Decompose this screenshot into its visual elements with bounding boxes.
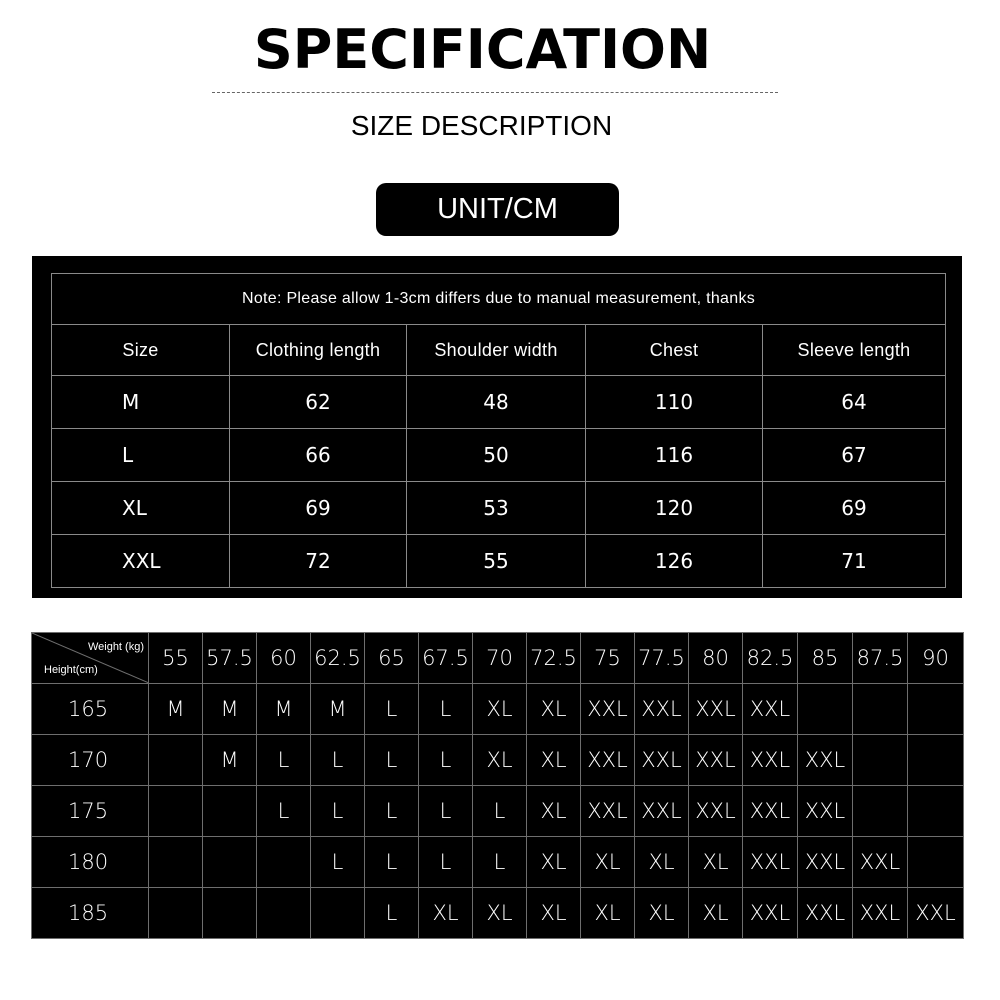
size-recommendation-cell: XL xyxy=(527,735,581,786)
table-cell: 62 xyxy=(230,376,407,429)
weight-header: 90 xyxy=(908,633,964,684)
size-recommendation-cell: XXL xyxy=(798,786,853,837)
size-recommendation-cell xyxy=(257,888,311,939)
weight-header: 57.5 xyxy=(203,633,257,684)
weight-header: 87.5 xyxy=(853,633,908,684)
column-header: Size xyxy=(52,325,230,376)
table-cell: 69 xyxy=(230,482,407,535)
size-recommendation-cell: XXL xyxy=(635,786,689,837)
column-header: Shoulder width xyxy=(407,325,586,376)
table-cell: 71 xyxy=(763,535,946,588)
table-cell: 126 xyxy=(586,535,763,588)
table-cell: 50 xyxy=(407,429,586,482)
size-recommendation-cell: XL xyxy=(635,888,689,939)
size-recommendation-cell: XL xyxy=(635,837,689,888)
size-recommendation-cell: XXL xyxy=(798,888,853,939)
table-cell: 69 xyxy=(763,482,946,535)
size-recommendation-cell: XXL xyxy=(635,684,689,735)
table-row xyxy=(32,735,964,786)
height-header: 180 xyxy=(32,837,149,888)
size-recommendation-cell: XXL xyxy=(581,684,635,735)
size-recommendation-cell xyxy=(149,786,203,837)
height-header: 185 xyxy=(32,888,149,939)
size-recommendation-cell: L xyxy=(365,888,419,939)
column-header: Sleeve length xyxy=(763,325,946,376)
size-recommendation-cell: XXL xyxy=(581,786,635,837)
size-recommendation-cell xyxy=(203,786,257,837)
size-recommendation-cell: XL xyxy=(473,735,527,786)
unit-badge: UNIT/CM xyxy=(376,183,619,236)
size-recommendation-cell: XL xyxy=(527,684,581,735)
table-cell: 116 xyxy=(586,429,763,482)
size-recommendation-cell: XL xyxy=(527,888,581,939)
size-recommendation-cell: M xyxy=(203,735,257,786)
weight-header: 62.5 xyxy=(311,633,365,684)
size-cell: XL xyxy=(52,482,230,535)
size-recommendation-cell: XXL xyxy=(743,837,798,888)
weight-header: 80 xyxy=(689,633,743,684)
weight-header: 77.5 xyxy=(635,633,689,684)
size-recommendation-cell: XXL xyxy=(798,837,853,888)
size-recommendation-cell: XXL xyxy=(743,735,798,786)
column-header: Chest xyxy=(586,325,763,376)
size-recommendation-cell: L xyxy=(419,735,473,786)
size-recommendation-cell xyxy=(908,735,964,786)
size-recommendation-cell xyxy=(853,684,908,735)
size-recommendation-cell xyxy=(149,888,203,939)
size-table-panel xyxy=(32,256,962,598)
size-recommendation-cell: XL xyxy=(473,684,527,735)
size-recommendation-cell: L xyxy=(311,735,365,786)
size-recommendation-cell: XL xyxy=(689,837,743,888)
weight-axis-label: Weight (kg) xyxy=(87,641,144,653)
size-recommendation-cell: XXL xyxy=(689,786,743,837)
table-row xyxy=(52,376,946,429)
size-recommendation-cell: L xyxy=(365,786,419,837)
size-recommendation-cell xyxy=(203,888,257,939)
size-recommendation-cell: M xyxy=(203,684,257,735)
size-recommendation-cell: L xyxy=(257,735,311,786)
height-header: 175 xyxy=(32,786,149,837)
size-recommendation-cell: L xyxy=(365,837,419,888)
weight-header: 65 xyxy=(365,633,419,684)
page-title: SPECIFICATION xyxy=(253,18,712,81)
table-cell: 48 xyxy=(407,376,586,429)
size-recommendation-cell: XL xyxy=(581,837,635,888)
corner-header xyxy=(32,633,149,684)
fit-table xyxy=(31,632,964,939)
size-recommendation-cell: L xyxy=(419,684,473,735)
size-recommendation-cell xyxy=(853,735,908,786)
size-recommendation-cell: M xyxy=(257,684,311,735)
size-recommendation-cell: L xyxy=(257,786,311,837)
size-recommendation-cell xyxy=(908,684,964,735)
size-recommendation-cell xyxy=(149,735,203,786)
table-row xyxy=(52,535,946,588)
height-header: 165 xyxy=(32,684,149,735)
page-subtitle: SIZE DESCRIPTION xyxy=(350,110,613,141)
size-recommendation-cell: XXL xyxy=(689,735,743,786)
table-row xyxy=(52,482,946,535)
table-cell: 67 xyxy=(763,429,946,482)
size-recommendation-cell: XL xyxy=(689,888,743,939)
size-recommendation-cell: L xyxy=(419,837,473,888)
weight-header: 60 xyxy=(257,633,311,684)
size-recommendation-cell: XXL xyxy=(743,684,798,735)
size-recommendation-cell: XXL xyxy=(689,684,743,735)
size-recommendation-cell xyxy=(908,786,964,837)
measurement-note: Note: Please allow 1-3cm differs due to manual measurement, thanks xyxy=(52,274,946,325)
weight-header: 85 xyxy=(798,633,853,684)
size-recommendation-cell: L xyxy=(311,837,365,888)
size-recommendation-cell: XXL xyxy=(743,786,798,837)
table-row xyxy=(32,786,964,837)
size-recommendation-cell: XL xyxy=(581,888,635,939)
size-recommendation-cell: M xyxy=(149,684,203,735)
weight-header: 82.5 xyxy=(743,633,798,684)
size-recommendation-cell: XXL xyxy=(743,888,798,939)
table-cell: 120 xyxy=(586,482,763,535)
table-cell: 66 xyxy=(230,429,407,482)
table-cell: 64 xyxy=(763,376,946,429)
table-cell: 110 xyxy=(586,376,763,429)
size-recommendation-cell: L xyxy=(311,786,365,837)
weight-header: 67.5 xyxy=(419,633,473,684)
size-recommendation-cell: L xyxy=(473,786,527,837)
size-recommendation-cell: XXL xyxy=(853,837,908,888)
height-header: 170 xyxy=(32,735,149,786)
size-recommendation-cell: XL xyxy=(527,837,581,888)
table-row xyxy=(32,837,964,888)
weight-header: 75 xyxy=(581,633,635,684)
table-cell: 55 xyxy=(407,535,586,588)
size-recommendation-cell xyxy=(798,684,853,735)
size-recommendation-cell: XXL xyxy=(798,735,853,786)
fit-table-panel xyxy=(31,632,963,938)
size-recommendation-cell: XXL xyxy=(853,888,908,939)
table-row xyxy=(32,888,964,939)
size-cell: XXL xyxy=(52,535,230,588)
size-recommendation-cell xyxy=(149,837,203,888)
size-recommendation-cell: XXL xyxy=(908,888,964,939)
size-recommendation-cell xyxy=(853,786,908,837)
size-recommendation-cell: L xyxy=(365,684,419,735)
size-cell: M xyxy=(52,376,230,429)
weight-header: 70 xyxy=(473,633,527,684)
height-axis-label: Height(cm) xyxy=(44,664,98,676)
size-recommendation-cell: L xyxy=(419,786,473,837)
size-table xyxy=(51,273,946,588)
size-recommendation-cell: XXL xyxy=(581,735,635,786)
size-recommendation-cell: XL xyxy=(527,786,581,837)
size-recommendation-cell: XL xyxy=(473,888,527,939)
weight-header: 55 xyxy=(149,633,203,684)
size-recommendation-cell: L xyxy=(365,735,419,786)
size-recommendation-cell xyxy=(311,888,365,939)
size-recommendation-cell: M xyxy=(311,684,365,735)
size-recommendation-cell: XXL xyxy=(635,735,689,786)
column-header: Clothing length xyxy=(230,325,407,376)
size-recommendation-cell: XL xyxy=(419,888,473,939)
size-recommendation-cell xyxy=(203,837,257,888)
table-row xyxy=(52,429,946,482)
size-recommendation-cell: L xyxy=(473,837,527,888)
size-recommendation-cell xyxy=(908,837,964,888)
table-cell: 53 xyxy=(407,482,586,535)
table-cell: 72 xyxy=(230,535,407,588)
size-recommendation-cell xyxy=(257,837,311,888)
table-row xyxy=(32,684,964,735)
weight-header: 72.5 xyxy=(527,633,581,684)
dashed-divider xyxy=(212,92,778,93)
size-cell: L xyxy=(52,429,230,482)
